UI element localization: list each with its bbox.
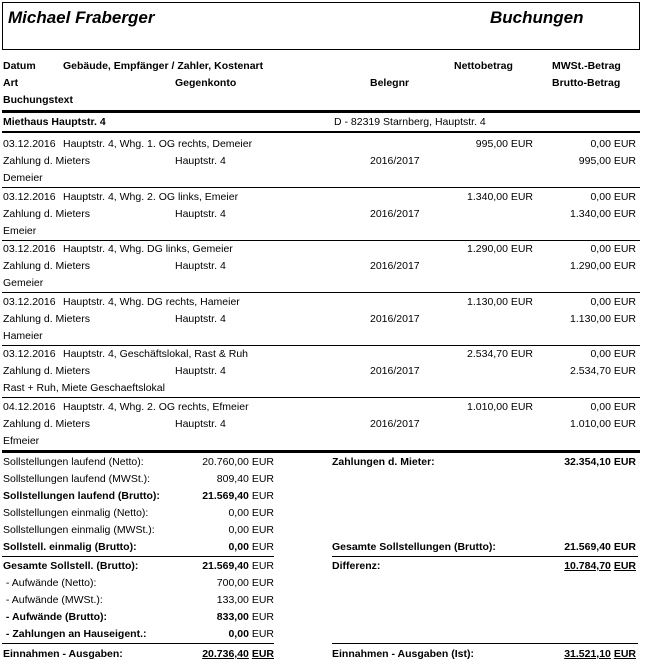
summary-label: Sollstellungen laufend (MWSt.): (3, 473, 151, 485)
summary-currency: EUR (251, 594, 274, 606)
booking-gegenkonto: Hauptstr. 4 (175, 313, 226, 325)
col-gegenkonto: Gegenkonto (175, 77, 237, 89)
summary-currency: EUR (251, 490, 274, 502)
booking-gegenkonto: Hauptstr. 4 (175, 155, 226, 167)
booking-netto: 2.534,70 EUR (467, 348, 533, 360)
zahlungen-label: Zahlungen d. Mieter: (332, 456, 435, 468)
zahlungen-amount: 32.354,10 EUR (564, 456, 636, 468)
col-gebaeude: Gebäude, Empfänger / Zahler, Kostenart (63, 60, 264, 72)
gesamt-sollstellungen-amount: 21.569,40 EUR (564, 541, 636, 553)
booking-gegenkonto: Hauptstr. 4 (175, 418, 226, 430)
owner-name: Michael Fraberger (8, 8, 155, 27)
summary-currency: EUR (251, 611, 274, 623)
summary-currency: EUR (251, 577, 274, 589)
einnahmen-ausgaben-ist-currency: EUR (613, 648, 636, 660)
einnahmen-ausgaben-label: Einnahmen - Ausgaben: (3, 648, 123, 660)
summary-label: Sollstellungen einmalig (MWSt.): (3, 524, 155, 536)
booking-belegnr: 2016/2017 (370, 365, 420, 377)
booking-text: Gemeier (3, 277, 44, 289)
summary-amount: 0,00 (228, 507, 249, 519)
booking-date: 03.12.2016 (3, 191, 56, 203)
booking-belegnr: 2016/2017 (370, 208, 420, 220)
summary-label: Sollstell. einmalig (Brutto): (3, 541, 137, 553)
booking-belegnr: 2016/2017 (370, 260, 420, 272)
booking-date: 03.12.2016 (3, 138, 56, 150)
gesamt-sollstellungen-label: Gesamte Sollstellungen (Brutto): (332, 541, 496, 553)
col-mwst: MWSt.-Betrag (552, 60, 621, 72)
summary-value (150, 577, 274, 590)
divider (2, 450, 640, 453)
summary-amount: 0,00 (228, 628, 249, 640)
booking-belegnr: 2016/2017 (370, 418, 420, 430)
booking-description: Hauptstr. 4, Geschäftslokal, Rast & Ruh (63, 348, 249, 360)
booking-date: 03.12.2016 (3, 296, 56, 308)
summary-value (150, 507, 274, 520)
property-address: D - 82319 Starnberg, Hauptstr. 4 (334, 116, 486, 128)
booking-brutto: 1.340,00 EUR (570, 208, 636, 220)
differenz-currency: EUR (613, 560, 636, 572)
booking-brutto: 995,00 EUR (578, 155, 636, 167)
summary-label: Gesamte Sollstell. (Brutto): (3, 560, 139, 572)
summary-label: - Aufwände (Netto): (3, 577, 97, 589)
summary-value (150, 560, 274, 573)
einnahmen-ausgaben-ist-value (500, 648, 636, 661)
einnahmen-ausgaben-currency: EUR (251, 648, 274, 660)
col-art: Art (3, 77, 19, 89)
summary-amount: 20.760,00 (202, 456, 249, 468)
booking-gegenkonto: Hauptstr. 4 (175, 208, 226, 220)
booking-description: Hauptstr. 4, Whg. 2. OG links, Emeier (63, 191, 239, 203)
summary-amount: 809,40 (216, 473, 249, 485)
booking-art: Zahlung d. Mieters (3, 418, 90, 430)
summary-amount: 0,00 (228, 541, 249, 553)
summary-value (150, 456, 274, 469)
booking-belegnr: 2016/2017 (370, 313, 420, 325)
col-datum: Datum (3, 60, 36, 72)
booking-row (0, 345, 646, 398)
differenz-value (500, 560, 636, 573)
booking-description: Hauptstr. 4, Whg. DG rechts, Hameier (63, 296, 240, 308)
col-netto: Nettobetrag (454, 60, 513, 72)
booking-description: Hauptstr. 4, Whg. 2. OG rechts, Efmeier (63, 401, 249, 413)
divider (2, 131, 640, 133)
summary-currency: EUR (251, 456, 274, 468)
booking-row (0, 398, 646, 451)
summary-amount: 833,00 (216, 611, 249, 623)
booking-row (0, 135, 646, 188)
booking-row (0, 293, 646, 346)
booking-description: Hauptstr. 4, Whg. DG links, Gemeier (63, 243, 233, 255)
summary-label: - Aufwände (MWSt.): (3, 594, 103, 606)
booking-art: Zahlung d. Mieters (3, 260, 90, 272)
booking-mwst: 0,00 EUR (590, 138, 636, 150)
booking-netto: 1.010,00 EUR (467, 401, 533, 413)
booking-art: Zahlung d. Mieters (3, 313, 90, 325)
booking-text: Efmeier (3, 435, 40, 447)
booking-art: Zahlung d. Mieters (3, 208, 90, 220)
summary-amount: 21.569,40 (202, 490, 249, 502)
booking-row (0, 188, 646, 241)
booking-art: Zahlung d. Mieters (3, 155, 90, 167)
booking-gegenkonto: Hauptstr. 4 (175, 365, 226, 377)
summary-value (150, 473, 274, 486)
summary-currency: EUR (251, 628, 274, 640)
booking-mwst: 0,00 EUR (590, 401, 636, 413)
booking-text: Demeier (3, 172, 43, 184)
booking-netto: 1.340,00 EUR (467, 191, 533, 203)
booking-netto: 1.130,00 EUR (467, 296, 533, 308)
divider (332, 643, 638, 644)
summary-amount: 133,00 (216, 594, 249, 606)
summary-label: Sollstellungen laufend (Brutto): (3, 490, 160, 502)
summary-value (150, 541, 274, 554)
booking-date: 04.12.2016 (3, 401, 56, 413)
divider (332, 556, 638, 557)
report-title: Buchungen (490, 8, 584, 27)
divider (2, 643, 274, 644)
summary-label: - Zahlungen an Hauseigent.: (3, 628, 147, 640)
summary-currency: EUR (251, 473, 274, 485)
booking-text: Hameier (3, 330, 43, 342)
booking-text: Emeier (3, 225, 37, 237)
booking-text: Rast + Ruh, Miete Geschaeftslokal (3, 382, 165, 394)
booking-netto: 995,00 EUR (475, 138, 533, 150)
booking-gegenkonto: Hauptstr. 4 (175, 260, 226, 272)
differenz-amount: 10.784,70 (564, 560, 611, 572)
summary-currency: EUR (251, 507, 274, 519)
summary-amount: 700,00 (216, 577, 249, 589)
booking-date: 03.12.2016 (3, 348, 56, 360)
einnahmen-ausgaben-ist-amount: 31.521,10 (564, 648, 611, 660)
einnahmen-ausgaben-amount: 20.736,40 (202, 648, 249, 660)
summary-label: Sollstellungen laufend (Netto): (3, 456, 144, 468)
booking-brutto: 1.290,00 EUR (570, 260, 636, 272)
summary-label: - Aufwände (Brutto): (3, 611, 108, 623)
summary-value (150, 490, 274, 503)
summary-amount: 0,00 (228, 524, 249, 536)
summary-currency: EUR (251, 524, 274, 536)
summary-currency: EUR (251, 541, 274, 553)
property-name: Miethaus Hauptstr. 4 (3, 116, 106, 128)
summary-label: Sollstellungen einmalig (Netto): (3, 507, 149, 519)
booking-brutto: 2.534,70 EUR (570, 365, 636, 377)
booking-mwst: 0,00 EUR (590, 348, 636, 360)
booking-art: Zahlung d. Mieters (3, 365, 90, 377)
einnahmen-ausgaben-ist-label: Einnahmen - Ausgaben (Ist): (332, 648, 474, 660)
booking-row (0, 240, 646, 293)
booking-date: 03.12.2016 (3, 243, 56, 255)
summary-value (150, 628, 274, 641)
col-belegnr: Belegnr (370, 77, 410, 89)
booking-mwst: 0,00 EUR (590, 191, 636, 203)
summary-currency: EUR (251, 560, 274, 572)
summary-value (150, 611, 274, 624)
summary-value (150, 524, 274, 537)
booking-netto: 1.290,00 EUR (467, 243, 533, 255)
booking-brutto: 1.130,00 EUR (570, 313, 636, 325)
differenz-label: Differenz: (332, 560, 381, 572)
divider (2, 110, 640, 113)
summary-value (150, 594, 274, 607)
booking-brutto: 1.010,00 EUR (570, 418, 636, 430)
booking-description: Hauptstr. 4, Whg. 1. OG rechts, Demeier (63, 138, 253, 150)
col-buchungstext: Buchungstext (3, 94, 74, 106)
booking-mwst: 0,00 EUR (590, 243, 636, 255)
summary-amount: 21.569,40 (202, 560, 249, 572)
einnahmen-ausgaben-value (150, 648, 274, 661)
col-brutto: Brutto-Betrag (552, 77, 621, 89)
divider (2, 556, 274, 557)
booking-belegnr: 2016/2017 (370, 155, 420, 167)
booking-mwst: 0,00 EUR (590, 296, 636, 308)
